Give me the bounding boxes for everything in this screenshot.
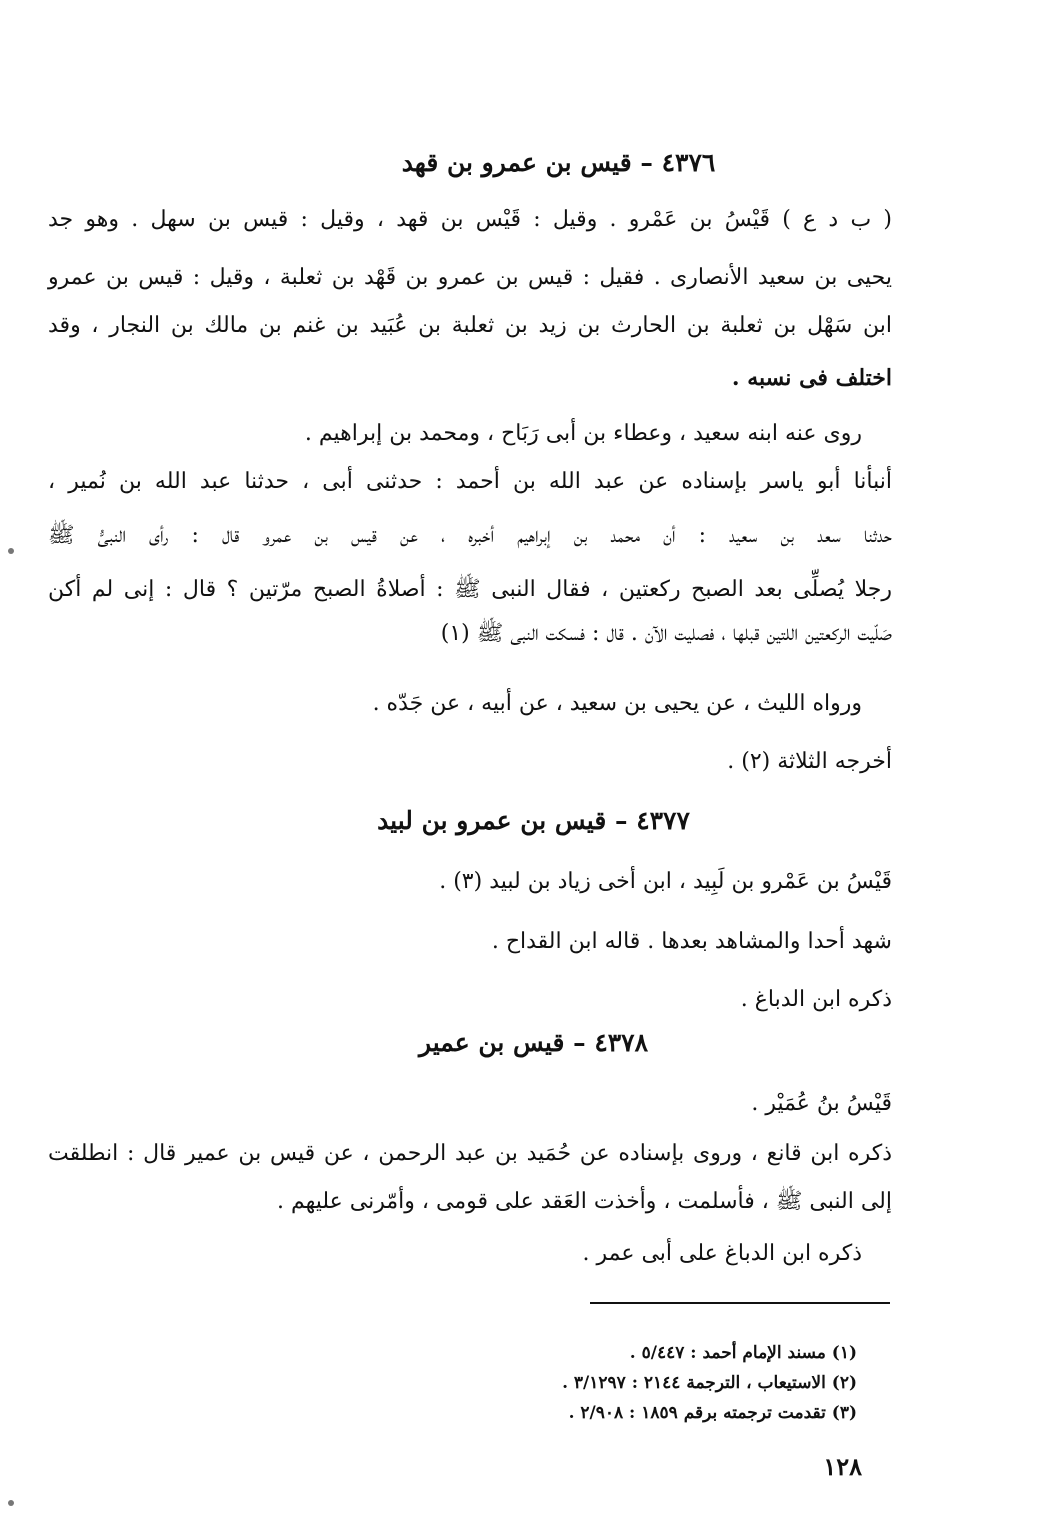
entry-4376-hadith-line-1: أنبأنا أبو ياسر بإسناده عن عبد الله بن أحمد : حدثنى أبى ، حدثنا عبد الله بن نُمير ، — [48, 469, 892, 494]
footnote-divider — [590, 1302, 890, 1304]
entry-4376-layth-line: ورواه الليث ، عن يحيى بن سعيد ، عن أبيه ، عن جَدّه . — [372, 691, 862, 716]
entry-4377-line-1: قَيْسُ بن عَمْرو بن لَبِيد ، ابن أخى زياد بن لبيد (٣) . — [439, 869, 892, 894]
entry-heading-4377: ٤٣٧٧ – قيس بن عمرو بن لبيد — [377, 806, 690, 835]
entry-heading-4378: ٤٣٧٨ – قيس بن عمير — [418, 1028, 649, 1057]
footnote-1: (١) مسند الإمام أحمد : ٥/٤٤٧ . — [629, 1343, 857, 1363]
footnote-3: (٣) تقدمت ترجمته برقم ١٨٥٩ : ٢/٩٠٨ . — [568, 1403, 857, 1423]
entry-4376-hadith-line-2: حدثنا سعد بن سعيد : أن محمد بن إبراهيم أخبره ، عن قيس بن عمرو قال : رأى النبىُّ ﷺ — [48, 523, 892, 548]
entry-4376-hadith-line-3: رجلا يُصلِّى بعد الصبح ركعتين ، فقال النبى ﷺ : أصلاةُ الصبح مرّتين ؟ قال : إنى لم أكن — [48, 577, 892, 602]
entry-4376-line-3: ابن سَهْل بن ثعلبة بن الحارث بن زيد بن ثعلبة بن عُبَيد بن غنم بن مالك بن النجار ، وقد — [48, 313, 892, 338]
entry-heading-4376: ٤٣٧٦ – قيس بن عمرو بن قهد — [401, 148, 716, 177]
entry-4376-narrators: روى عنه ابنه سعيد ، وعطاء بن أبى رَبَاح ، ومحمد بن إبراهيم . — [304, 421, 862, 446]
entry-4376-line-4: اختلف فى نسبه . — [731, 365, 892, 391]
entry-4378-line-2: ذكره ابن قانع ، وروى بإسناده عن حُمَيد بن عبد الرحمن ، عن قيس بن عمير قال : انطلقت — [48, 1141, 892, 1166]
scan-speck — [8, 548, 14, 554]
entry-4377-line-3: ذكره ابن الدباغ . — [740, 987, 892, 1012]
entry-4376-line-2: يحيى بن سعيد الأنصارى . فقيل : قيس بن عمرو بن قَهْد بن ثعلبة ، وقيل : قيس بن عمرو — [48, 265, 892, 290]
entry-4378-line-4: ذكره ابن الدباغ على أبى عمر . — [582, 1241, 862, 1266]
entry-4378-line-3: إلى النبى ﷺ ، فأسلمت ، وأخذت العَقد على قومى ، وأمّرنى عليهم . — [276, 1189, 892, 1214]
entry-4376-line-1: ( ب د ع ) قَيْسُ بن عَمْرو . وقيل : قَيْس بن قهد ، وقيل : قيس بن سهل . وهو جد — [48, 207, 892, 232]
entry-4377-line-2: شهد أحدا والمشاهد بعدها . قاله ابن القداح . — [491, 929, 892, 954]
entry-4376-source-line: أخرجه الثلاثة (٢) . — [727, 749, 892, 774]
entry-4378-line-1: قَيْسُ بنُ عُمَيْر . — [751, 1091, 892, 1116]
scan-speck — [8, 1500, 14, 1506]
entry-4376-hadith-line-4: صَلّيت الركعتين اللتين قبلها ، فصليت الآن . قال : فسكت النبى ﷺ (١) — [440, 621, 892, 646]
page-number: ١٢٨ — [823, 1452, 862, 1481]
footnote-2: (٢) الاستيعاب ، الترجمة ٢١٤٤ : ٣/١٢٩٧ . — [562, 1373, 857, 1393]
